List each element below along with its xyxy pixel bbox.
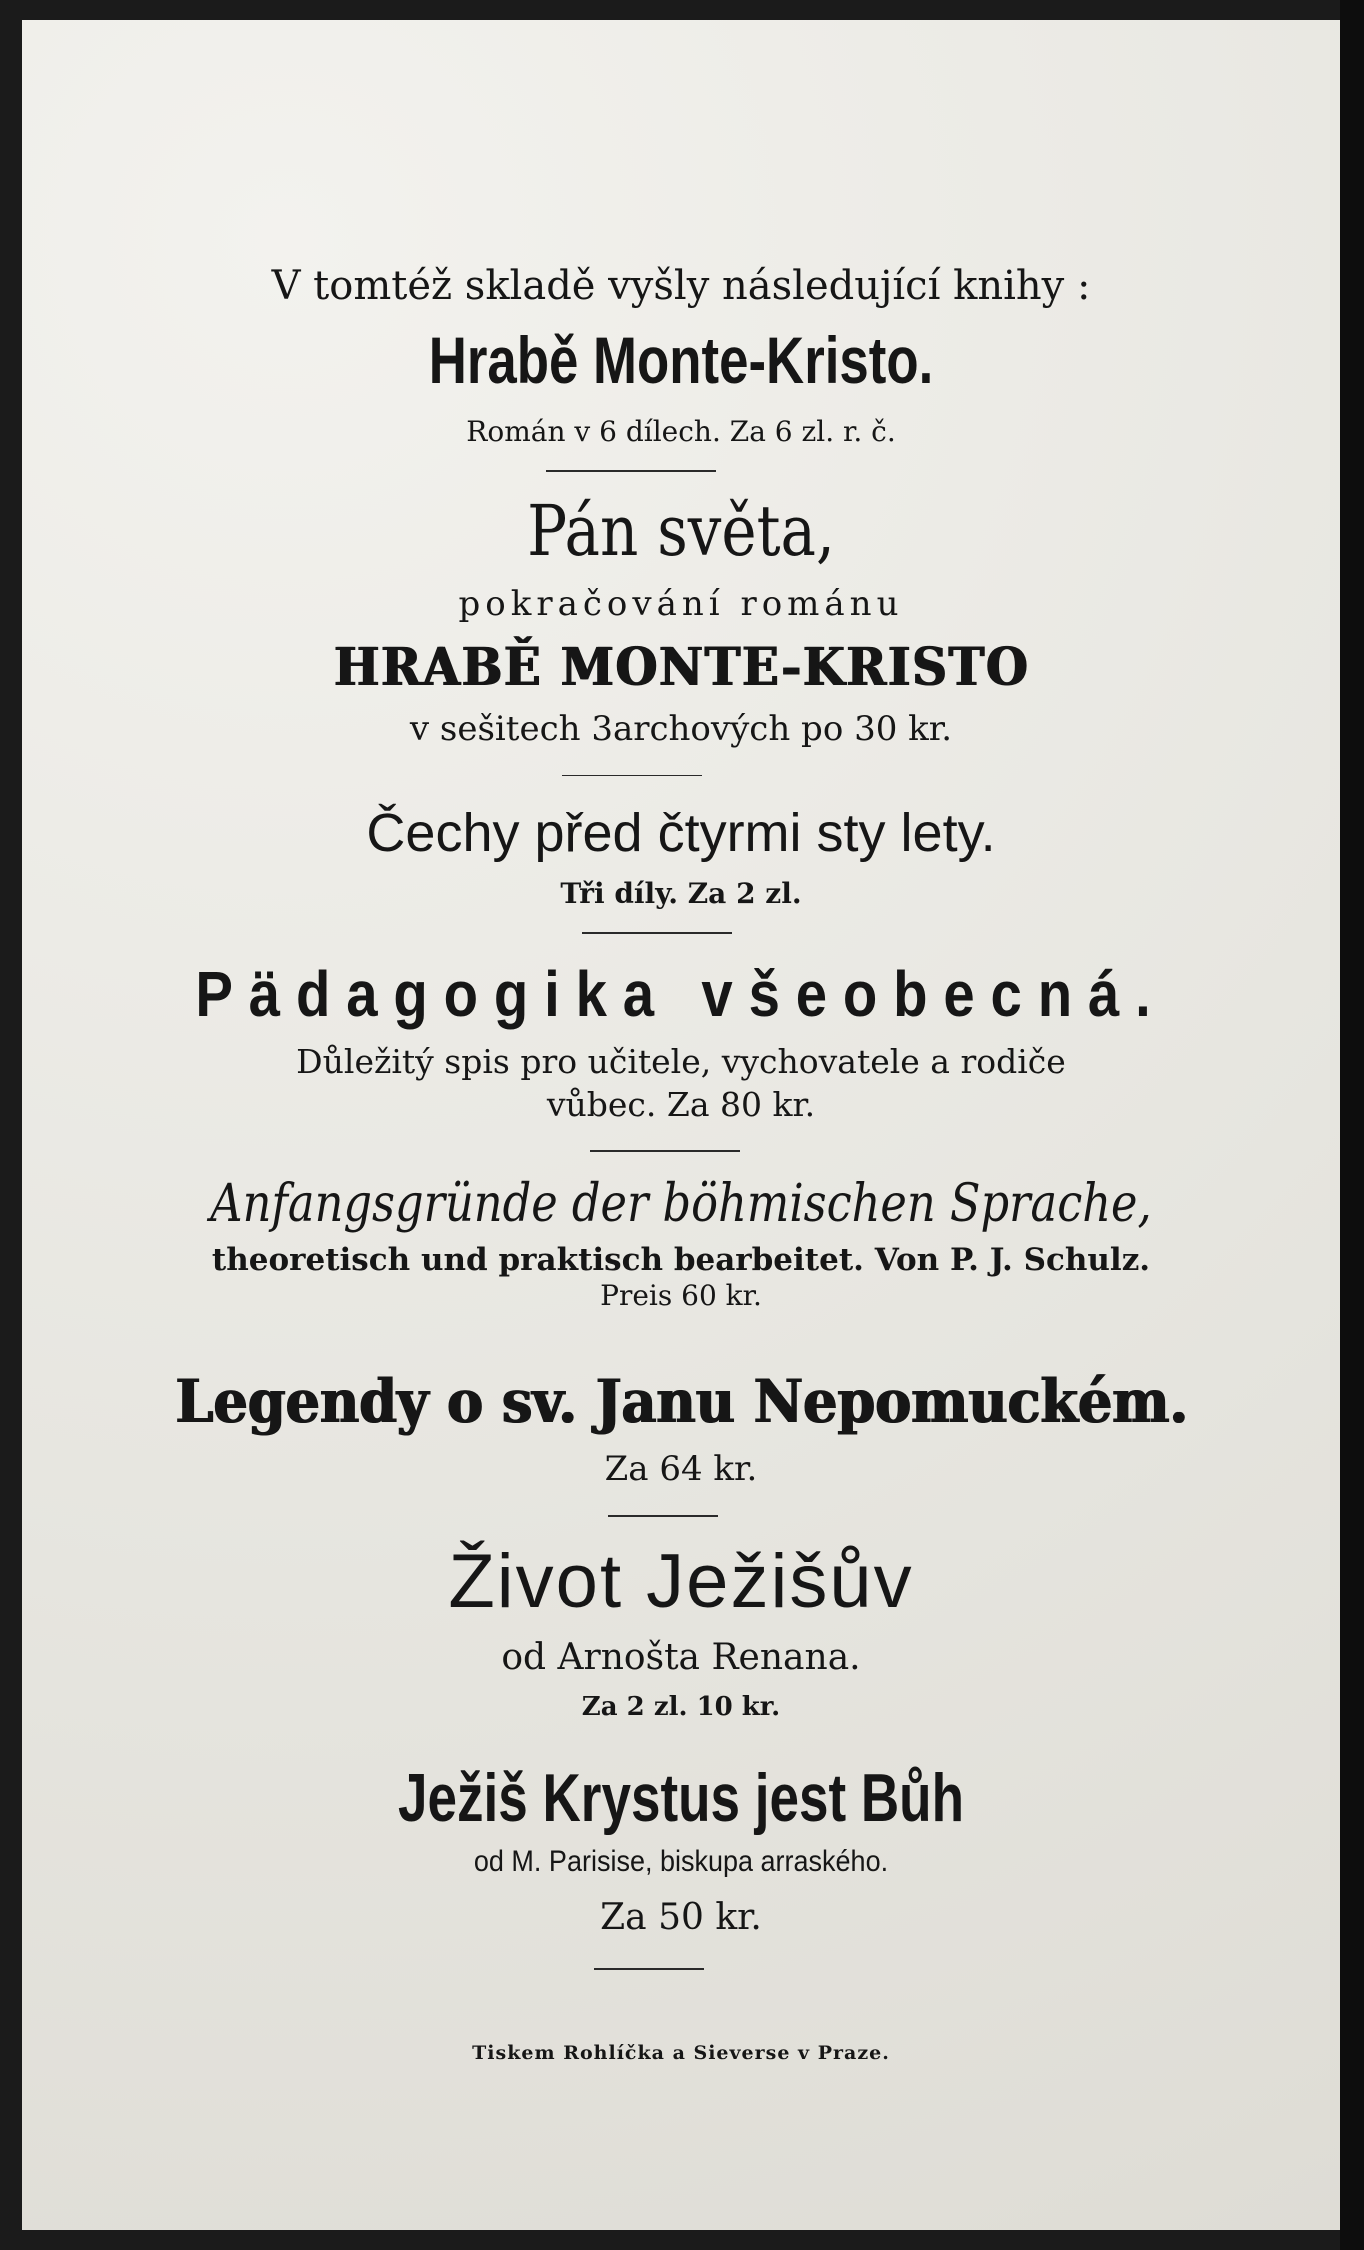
divider [582, 932, 732, 934]
book-price-jezis-krystus: Za 50 kr. [600, 1897, 762, 1938]
book-desc-paedagogika: Důležitý spis pro učitele, vychovatele a rodiče [296, 1042, 1066, 1081]
book-price-legendy: Za 64 kr. [604, 1449, 758, 1489]
book-desc-monte-kristo: Román v 6 dílech. Za 6 zl. r. č. [466, 415, 896, 448]
book-title-zivot-jezisuv: Život Ježišův [448, 1539, 914, 1624]
divider [546, 470, 716, 472]
divider [590, 1150, 740, 1152]
printer-imprint: Tiskem Rohlíčka a Sieverse v Praze. [472, 2042, 890, 2064]
book-desc-anfangsgruende: theoretisch und praktisch bearbeitet. Von P. J. Schulz. [211, 1242, 1151, 1278]
divider [562, 775, 702, 776]
divider [608, 1515, 718, 1517]
book-title-legendy: Legendy o sv. Janu Nepomuckém. [174, 1367, 1188, 1437]
book-title-paedagogika: Pädagogika všeobecná. [195, 958, 1167, 1030]
book-title-pan-sveta: Pán světa, [527, 490, 835, 572]
book-desc-pan-sveta: v sešitech 3archových po 30 kr. [409, 709, 953, 749]
book-sub-pan-sveta: pokračování románu [458, 584, 904, 624]
scan-edge [1340, 0, 1364, 2250]
book-title-anfangsgruende: Anfangsgründe der böhmischen Sprache, [210, 1174, 1152, 1234]
book-author-zivot-jezisuv: od Arnošta Renana. [501, 1637, 861, 1678]
book-title-jezis-krystus: Ježiš Krystus jest Bůh [398, 1760, 964, 1836]
book-author-jezis-krystus: od M. Parisise, biskupa arraského. [473, 1845, 889, 1878]
header-line: V tomtéž skladě vyšly následující knihy : [271, 263, 1091, 309]
book-ref-monte-kristo: HRABĚ MONTE-KRISTO [333, 637, 1029, 698]
divider [594, 1968, 704, 1970]
advertisement-page [22, 20, 1340, 2230]
book-desc-cechy: Tři díly. Za 2 zl. [560, 877, 802, 910]
book-desc2-paedagogika: vůbec. Za 80 kr. [546, 1085, 816, 1124]
book-price-anfangsgruende: Preis 60 kr. [600, 1279, 762, 1312]
book-title-cechy: Čechy před čtyrmi sty lety. [366, 803, 996, 863]
book-title-monte-kristo: Hrabě Monte-Kristo. [428, 323, 934, 397]
book-price-zivot-jezisuv: Za 2 zl. 10 kr. [581, 1692, 781, 1722]
